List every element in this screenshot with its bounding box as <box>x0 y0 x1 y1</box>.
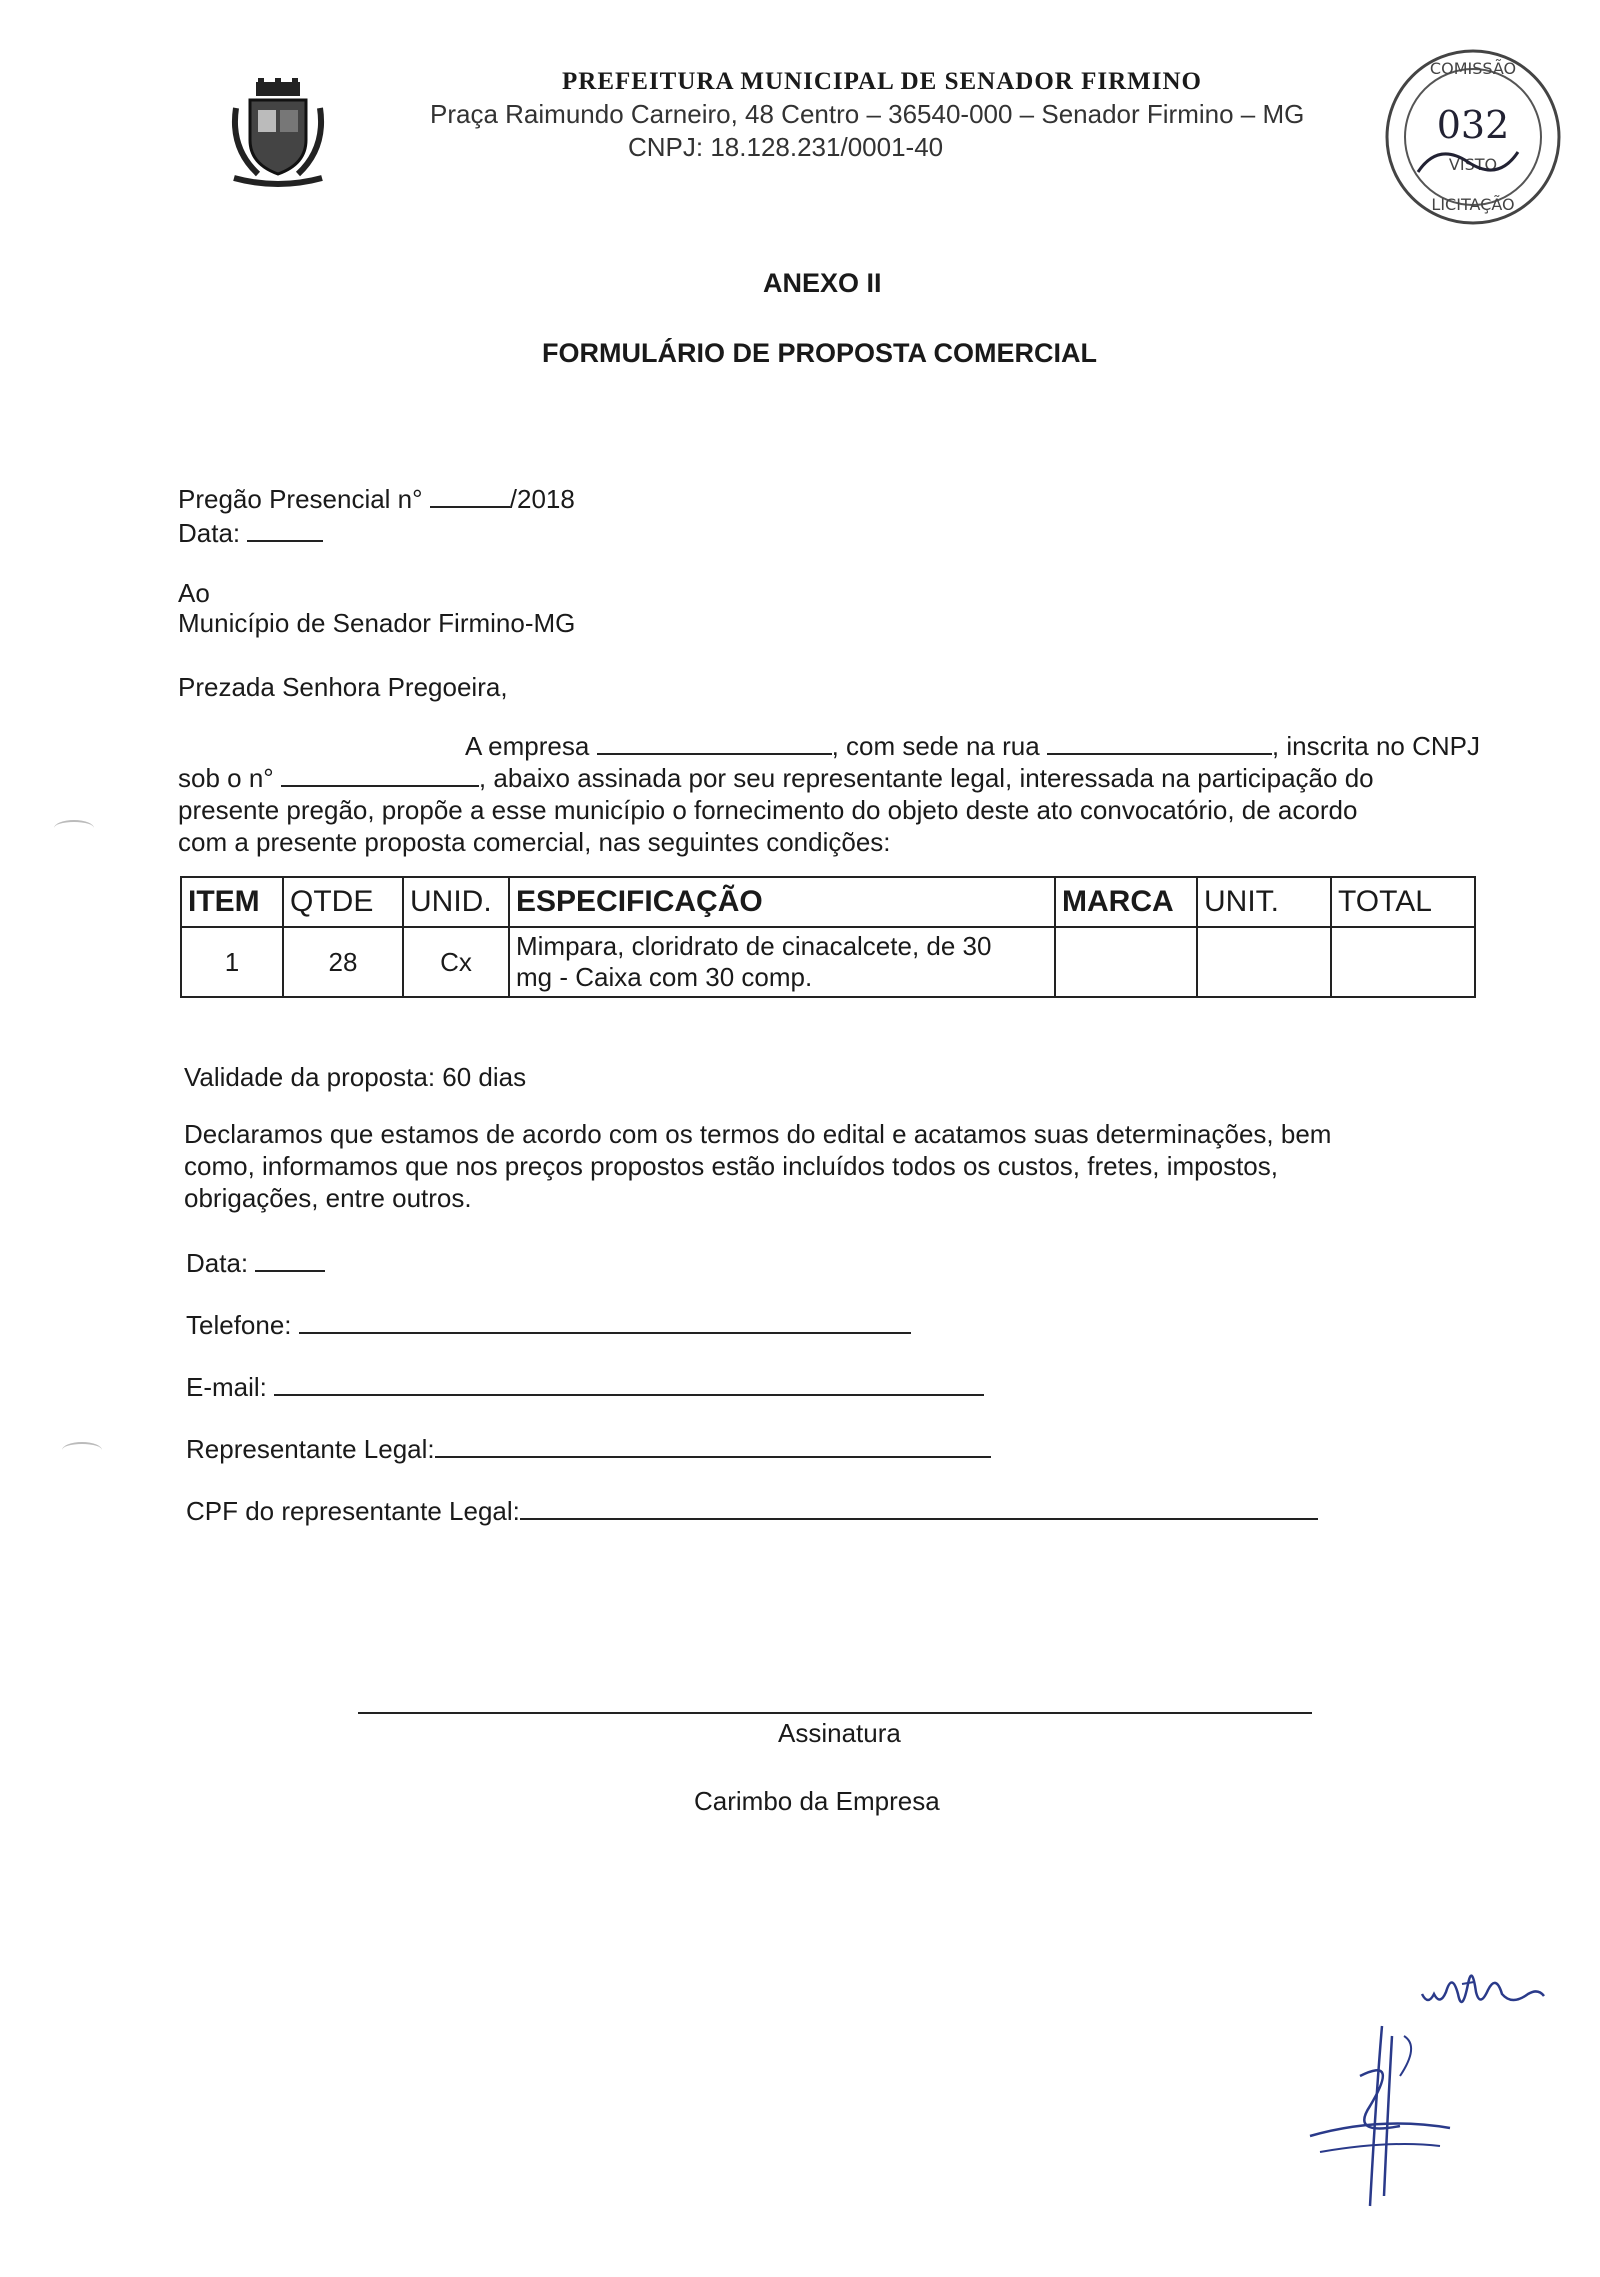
cell-total[interactable] <box>1331 927 1475 997</box>
cell-qtde: 28 <box>283 927 403 997</box>
declaration-line-3: obrigações, entre outros. <box>184 1183 472 1213</box>
pregao-line <box>178 484 575 515</box>
representante-blank[interactable] <box>435 1434 991 1458</box>
header-total: TOTAL <box>1331 877 1475 927</box>
cell-unid: Cx <box>403 927 509 997</box>
table-header-row <box>181 877 1475 927</box>
telefone-label: Telefone: <box>186 1310 292 1340</box>
body-line-4: com a presente proposta comercial, nas seguintes condições: <box>178 827 891 857</box>
email-blank[interactable] <box>274 1372 984 1396</box>
telefone-blank[interactable] <box>299 1310 911 1334</box>
spec-line-1: Mimpara, cloridrato de cinacalcete, de 30 <box>516 931 992 961</box>
data-field-label: Data: <box>186 1248 249 1278</box>
body-line-2 <box>178 762 1480 794</box>
pregao-number-blank[interactable] <box>430 484 510 508</box>
scan-mark <box>62 1442 102 1458</box>
header-unid: UNID. <box>403 877 509 927</box>
recipient-line-1: Ao <box>178 578 210 608</box>
street-label: , com sede na rua <box>831 731 1040 761</box>
number-label: sob o n° <box>178 763 274 793</box>
declaration-line-1: Declaramos que estamos de acordo com os termos do edital e acatamos suas determinações, bem <box>184 1119 1332 1149</box>
handwritten-initials <box>1418 1954 1548 2024</box>
company-label: A empresa <box>465 731 590 761</box>
cell-item: 1 <box>181 927 283 997</box>
body-line-2-text: , abaixo assinada por seu representante legal, interessada na participação do <box>478 763 1374 793</box>
cnpj-label: , inscrita no CNPJ <box>1271 731 1480 761</box>
street-blank[interactable] <box>1047 731 1272 755</box>
cpf-label: CPF do representante Legal: <box>186 1496 520 1526</box>
cell-marca[interactable] <box>1055 927 1197 997</box>
validity-text: Validade da proposta: 60 dias <box>184 1062 527 1092</box>
data-field <box>186 1248 325 1279</box>
header-item: ITEM <box>181 877 283 927</box>
organization-address: Praça Raimundo Carneiro, 48 Centro – 36540-000 – Senador Firmino – MG <box>430 99 1305 129</box>
header-marca: MARCA <box>1055 877 1197 927</box>
data-field-blank[interactable] <box>255 1248 325 1272</box>
items-table <box>180 876 1476 998</box>
recipient-line-2: Município de Senador Firmino-MG <box>178 608 576 638</box>
header-unit: UNIT. <box>1197 877 1331 927</box>
handwritten-signature <box>1300 2016 1460 2216</box>
representante-label: Representante Legal: <box>186 1434 435 1464</box>
header-especificacao: ESPECIFICAÇÃO <box>509 877 1055 927</box>
signature-label: Assinatura <box>778 1718 901 1748</box>
company-blank[interactable] <box>597 731 832 755</box>
intro-data-label: Data: <box>178 518 241 548</box>
signature-line <box>358 1712 1312 1714</box>
company-stamp-label: Carimbo da Empresa <box>694 1786 940 1816</box>
municipal-coat-of-arms-icon <box>228 78 328 188</box>
organization-cnpj: CNPJ: 18.128.231/0001-40 <box>628 132 944 162</box>
intro-data-blank[interactable] <box>247 518 323 542</box>
representante-field <box>186 1434 991 1465</box>
svg-text:VISTO: VISTO <box>1448 155 1498 174</box>
commission-stamp <box>1378 42 1568 232</box>
declaration-line-2: como, informamos que nos preços propostos estão incluídos todos os custos, fretes, impostos, <box>184 1151 1278 1181</box>
form-title: FORMULÁRIO DE PROPOSTA COMERCIAL <box>542 338 1097 368</box>
body-line-1 <box>178 730 1480 762</box>
cell-especificacao <box>509 927 1055 997</box>
intro-data-line <box>178 518 323 549</box>
cell-unit[interactable] <box>1197 927 1331 997</box>
scan-mark <box>54 820 94 836</box>
spec-line-2: mg - Caixa com 30 comp. <box>516 962 813 992</box>
pregao-label: Pregão Presencial n° <box>178 484 423 514</box>
annex-title: ANEXO II <box>763 268 882 298</box>
header-qtde: QTDE <box>283 877 403 927</box>
cpf-field <box>186 1496 1318 1527</box>
greeting: Prezada Senhora Pregoeira, <box>178 672 508 702</box>
pregao-year: /2018 <box>509 484 575 514</box>
table-row <box>181 927 1475 997</box>
email-label: E-mail: <box>186 1372 267 1402</box>
telefone-field <box>186 1310 911 1341</box>
body-line-3: presente pregão, propõe a esse município o fornecimento do objeto deste ato convocatório, de acordo <box>178 795 1358 825</box>
email-field <box>186 1372 984 1403</box>
svg-text:032: 032 <box>1436 103 1510 147</box>
cpf-blank[interactable] <box>520 1496 1318 1520</box>
svg-text:LICITAÇÃO: LICITAÇÃO <box>1431 195 1515 214</box>
organization-name: PREFEITURA MUNICIPAL DE SENADOR FIRMINO <box>562 68 1202 95</box>
number-blank[interactable] <box>281 763 479 787</box>
svg-text:COMISSÃO: COMISSÃO <box>1429 59 1517 78</box>
